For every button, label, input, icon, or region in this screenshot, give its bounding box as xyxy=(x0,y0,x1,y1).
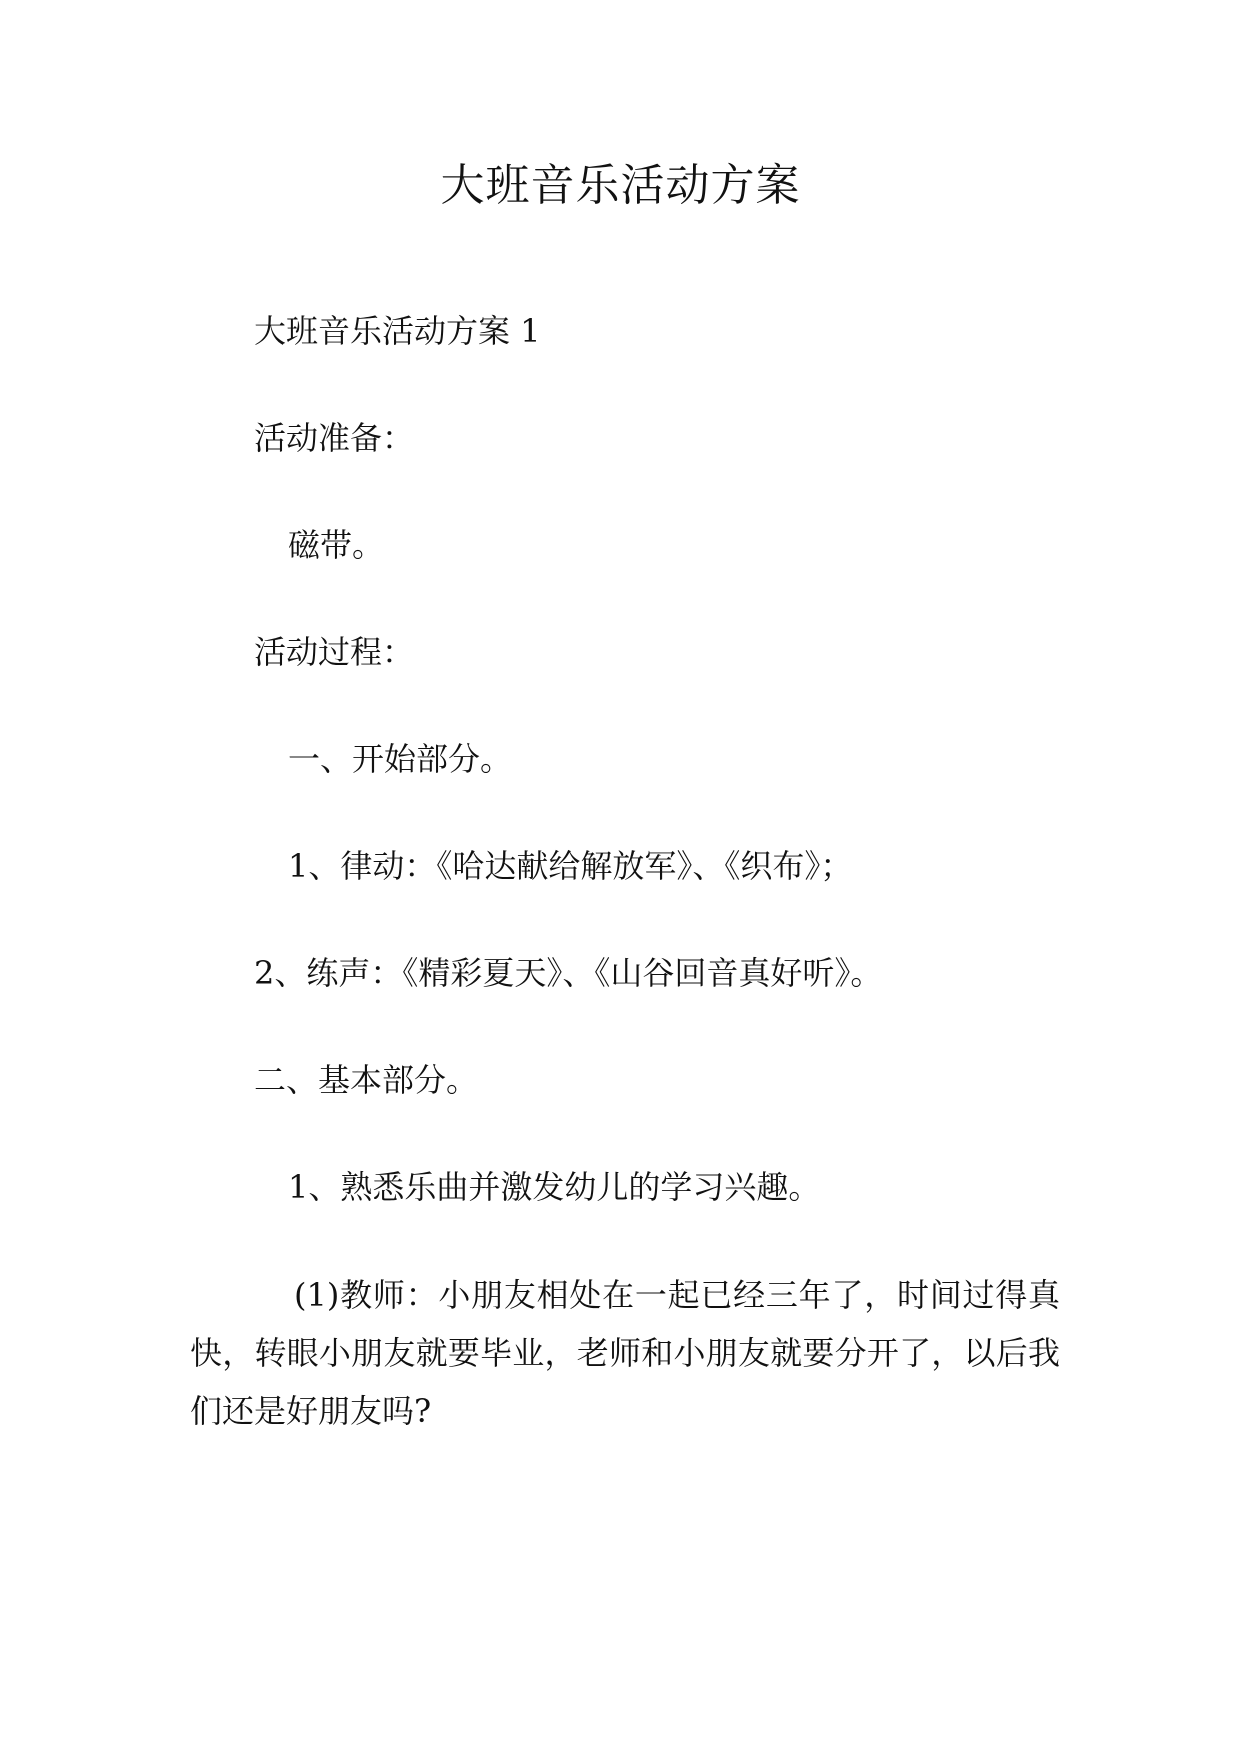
activity-preparation-label: 活动准备： xyxy=(254,419,415,457)
section-heading: 大班音乐活动方案 1 xyxy=(254,312,541,350)
preparation-item: 磁带。 xyxy=(288,526,385,564)
part-one-item-1: 1、律动：《哈达献给解放军》、《织布》； xyxy=(288,847,853,885)
part-two-item-1: 1、熟悉乐曲并激发幼儿的学习兴趣。 xyxy=(288,1168,821,1206)
part-one-item-2: 2、练声：《精彩夏天》、《山谷回音真好听》。 xyxy=(254,954,883,992)
activity-process-label: 活动过程： xyxy=(254,633,415,671)
teacher-dialogue-paragraph: (1)教师：小朋友相处在一起已经三年了，时间过得真快，转眼小朋友就要毕业，老师和小朋友就要分开了，以后我们还是好朋友吗? xyxy=(190,1276,1060,1430)
part-two-heading: 二、基本部分。 xyxy=(254,1061,479,1099)
part-one-heading: 一、开始部分。 xyxy=(288,740,513,778)
document-title: 大班音乐活动方案 xyxy=(440,160,801,211)
